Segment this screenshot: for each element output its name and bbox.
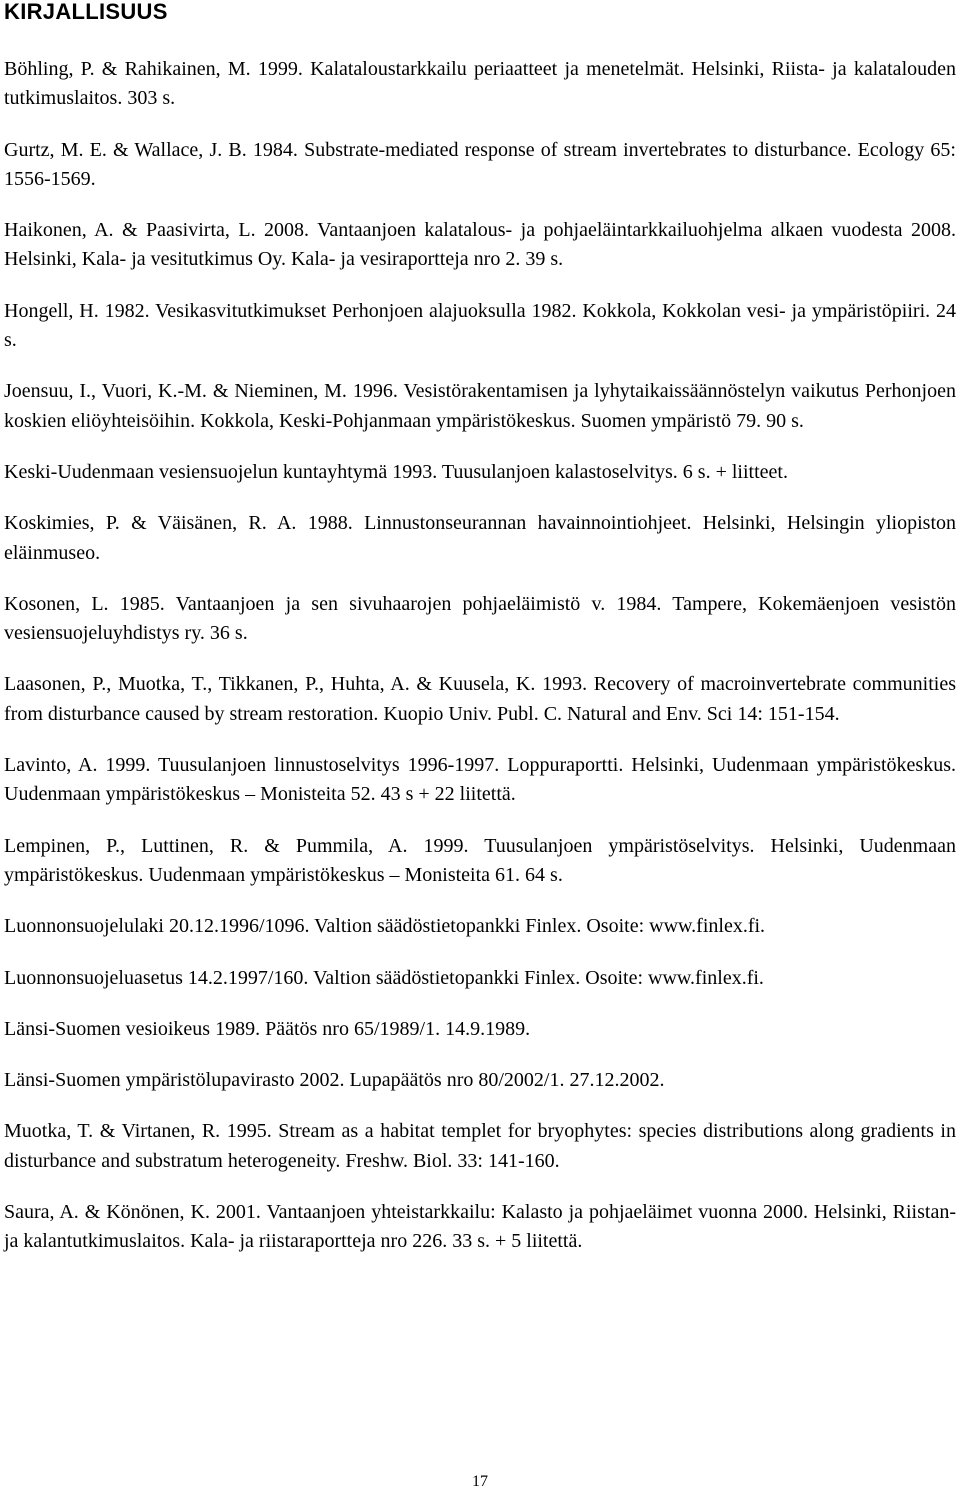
- reference-list: [4, 55, 956, 1257]
- reference-entry: Länsi-Suomen ympäristölupavirasto 2002. Lupapäätös nro 80/2002/1. 27.12.2002.: [4, 1069, 665, 1092]
- section-heading: KIRJALLISUUS: [4, 0, 168, 24]
- reference-entry: Lempinen, P., Luttinen, R. & Pummila, A. 1999. Tuusulanjoen ympäristöselvitys. Helsinki, Uudenmaan ympäristökeskus. Uudenmaan ympäristökeskus – Monisteita 61. 64 s.: [4, 834, 956, 886]
- reference-entry: Koskimies, P. & Väisänen, R. A. 1988. Linnustonseurannan havainnointiohjeet. Helsinki, Helsingin yliopiston eläinmuseo.: [4, 512, 956, 564]
- reference-entry: Luonnonsuojelulaki 20.12.1996/1096. Valtion säädöstietopankki Finlex. Osoite: www.finlex.fi.: [4, 915, 766, 938]
- reference-entry: Muotka, T. & Virtanen, R. 1995. Stream as a habitat templet for bryophytes: species distributions along gradients in disturbance and substratum heterogeneity. Freshw. Biol. 33: 141-160.: [4, 1120, 956, 1172]
- reference-entry: Joensuu, I., Vuori, K.-M. & Nieminen, M. 1996. Vesistörakentamisen ja lyhytaikaissäännöstelyn vaikutus Perhonjoen koskien eliöyhteisöihin. Kokkola, Keski-Pohjanmaan ympäristökeskus. Suomen ympäristö 79. 90 s.: [4, 380, 956, 432]
- reference-entry: Lavinto, A. 1999. Tuusulanjoen linnustoselvitys 1996-1997. Loppuraportti. Helsinki, Uudenmaan ympäristökeskus. Uudenmaan ympäristökeskus – Monisteita 52. 43 s + 22 liitettä.: [4, 754, 956, 806]
- reference-entry: Hongell, H. 1982. Vesikasvitutkimukset Perhonjoen alajuoksulla 1982. Kokkola, Kokkolan vesi- ja ympäristöpiiri. 24 s.: [4, 299, 956, 352]
- reference-entry: Keski-Uudenmaan vesiensuojelun kuntayhtymä 1993. Tuusulanjoen kalastoselvitys. 6 s. + liitteet.: [4, 460, 788, 483]
- reference-entry: Luonnonsuojeluasetus 14.2.1997/160. Valtion säädöstietopankki Finlex. Osoite: www.finlex.fi.: [4, 966, 764, 989]
- page-number: 17: [472, 1473, 488, 1490]
- reference-entry: Haikonen, A. & Paasivirta, L. 2008. Vantaanjoen kalatalous- ja pohjaeläintarkkailuohjelma alkaen vuodesta 2008. Helsinki, Kala- ja vesitutkimus Oy. Kala- ja vesiraportteja nro 2. 39 s.: [4, 219, 956, 271]
- reference-entry: Gurtz, M. E. & Wallace, J. B. 1984. Substrate-mediated response of stream invertebrates to disturbance. Ecology 65: 1556-1569.: [4, 138, 956, 190]
- reference-entry: Länsi-Suomen vesioikeus 1989. Päätös nro 65/1989/1. 14.9.1989.: [4, 1017, 531, 1040]
- document-page: [4, 0, 956, 1279]
- reference-entry: Saura, A. & Könönen, K. 2001. Vantaanjoen yhteistarkkailu: Kalasto ja pohjaeläimet vuonna 2000. Helsinki, Riistan- ja kalantutkimuslaitos. Kala- ja riistaraportteja nro 226. 33 s. + 5 liitettä.: [4, 1201, 956, 1253]
- reference-entry: Böhling, P. & Rahikainen, M. 1999. Kalataloustarkkailu periaatteet ja menetelmät. Helsinki, Riista- ja kalatalouden tutkimuslaitos. 303 s.: [4, 58, 956, 110]
- reference-entry: Laasonen, P., Muotka, T., Tikkanen, P., Huhta, A. & Kuusela, K. 1993. Recovery of macroinvertebrate communities from disturbance caused by stream restoration. Kuopio Univ. Publ. C. Natural and Env. Sci 14: 151-154.: [4, 673, 956, 725]
- reference-entry: Kosonen, L. 1985. Vantaanjoen ja sen sivuhaarojen pohjaeläimistö v. 1984. Tampere, Kokemäenjoen vesistön vesiensuojeluyhdistys ry. 36 s.: [4, 592, 956, 645]
